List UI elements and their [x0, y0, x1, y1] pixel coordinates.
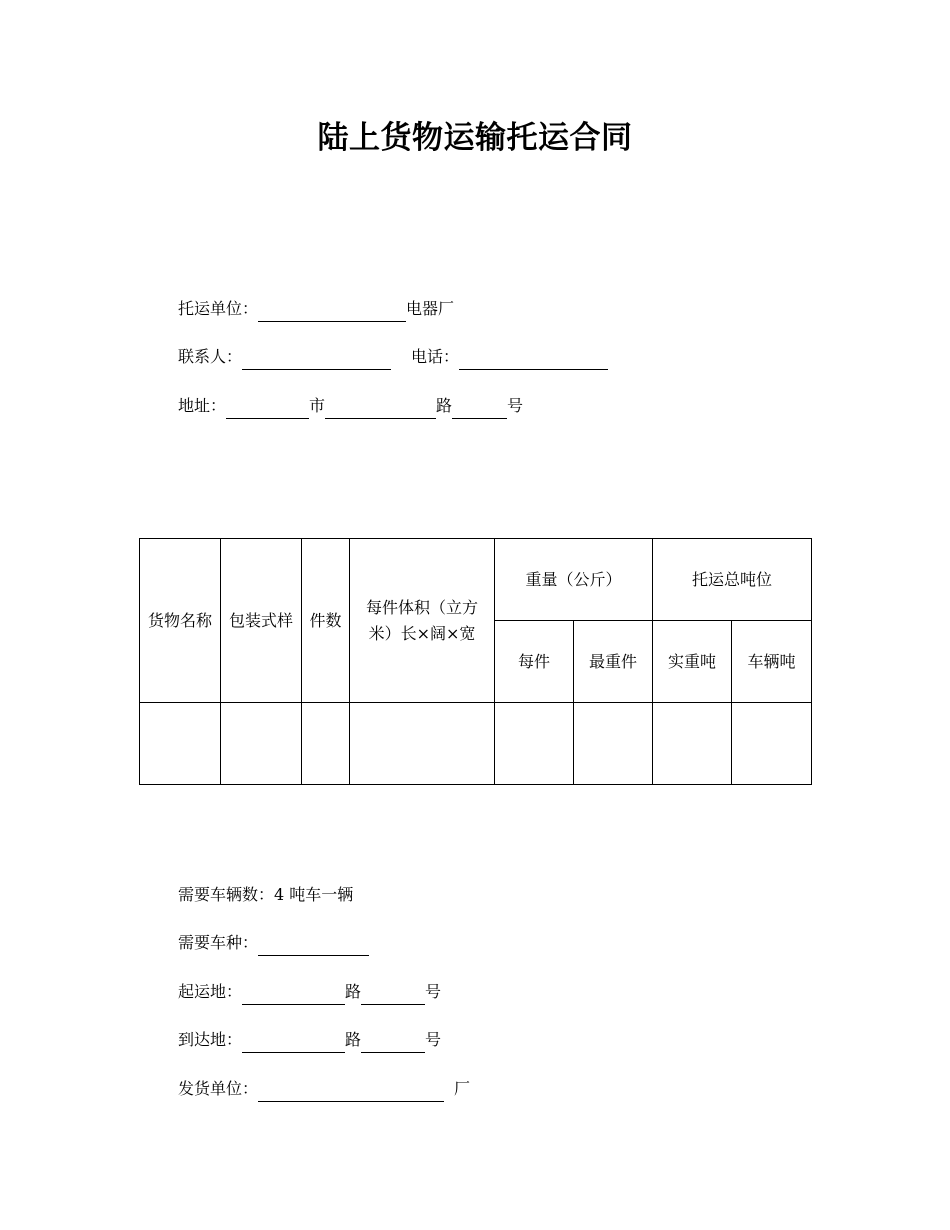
destination-road-label: 路 [345, 1030, 362, 1049]
sender-suffix: 厂 [454, 1079, 471, 1098]
cell-actual-ton[interactable] [653, 703, 732, 785]
shipper-blank[interactable] [258, 303, 406, 322]
phone-blank[interactable] [459, 351, 608, 370]
destination-label: 到达地： [178, 1030, 243, 1049]
destination-line [178, 1027, 441, 1053]
sender-label: 发货单位： [178, 1079, 259, 1098]
shipper-label: 托运单位： [178, 299, 259, 318]
destination-number-blank[interactable] [361, 1034, 425, 1053]
phone-label: 电话： [411, 347, 460, 366]
sender-blank[interactable] [258, 1083, 444, 1102]
contact-label: 联系人： [178, 347, 243, 366]
header-tonnage: 托运总吨位 [653, 539, 812, 621]
cell-heaviest[interactable] [574, 703, 653, 785]
address-city-label: 市 [309, 396, 326, 415]
header-volume: 每件体积（立方米）长×阔×宽 [350, 539, 495, 703]
header-count: 件数 [302, 539, 350, 703]
contact-line [178, 344, 608, 370]
cell-count[interactable] [302, 703, 350, 785]
document-title: 陆上货物运输托运合同 [317, 120, 633, 156]
cell-volume[interactable] [350, 703, 495, 785]
origin-label: 起运地： [178, 982, 243, 1001]
cargo-table [139, 538, 812, 785]
cell-goods-name[interactable] [140, 703, 221, 785]
destination-number-label: 号 [425, 1030, 442, 1049]
header-per-piece: 每件 [495, 621, 574, 703]
address-road-blank[interactable] [325, 400, 436, 419]
origin-line [178, 979, 441, 1005]
header-packaging: 包装式样 [221, 539, 302, 703]
header-actual-ton: 实重吨 [653, 621, 732, 703]
origin-number-label: 号 [425, 982, 442, 1001]
vehicles-value: 4 吨车一辆 [274, 885, 354, 904]
header-weight: 重量（公斤） [495, 539, 653, 621]
origin-road-label: 路 [345, 982, 362, 1001]
origin-road-blank[interactable] [242, 986, 345, 1005]
address-label: 地址： [178, 396, 227, 415]
shipper-suffix: 电器厂 [406, 299, 455, 318]
address-number-blank[interactable] [452, 400, 507, 419]
vehicle-type-line [178, 930, 369, 956]
address-road-label: 路 [436, 396, 453, 415]
contact-blank[interactable] [242, 351, 391, 370]
destination-road-blank[interactable] [242, 1034, 345, 1053]
address-number-label: 号 [507, 396, 524, 415]
header-vehicle-ton: 车辆吨 [732, 621, 812, 703]
shipper-line [178, 296, 454, 322]
sender-line [178, 1076, 470, 1102]
vehicle-type-label: 需要车种： [178, 933, 259, 952]
header-goods-name: 货物名称 [140, 539, 221, 703]
origin-number-blank[interactable] [361, 986, 425, 1005]
address-city-blank[interactable] [226, 400, 309, 419]
vehicle-type-blank[interactable] [258, 937, 369, 956]
cell-vehicle-ton[interactable] [732, 703, 812, 785]
cell-per-piece[interactable] [495, 703, 574, 785]
address-line [178, 393, 523, 419]
vehicles-label: 需要车辆数： [178, 885, 275, 904]
cell-packaging[interactable] [221, 703, 302, 785]
vehicles-line [178, 882, 353, 908]
header-heaviest: 最重件 [574, 621, 653, 703]
table-row [140, 703, 812, 785]
